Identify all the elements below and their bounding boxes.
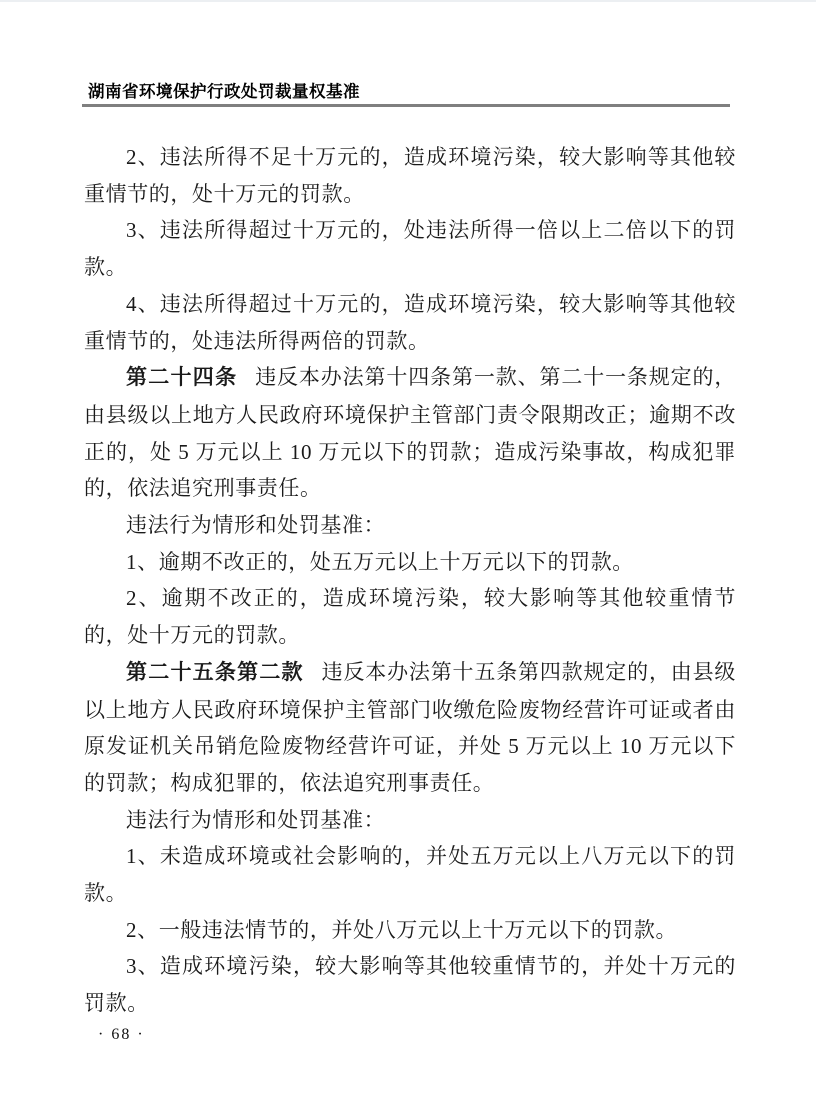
paragraph	[84, 507, 736, 544]
paragraph-lead: 第二十五条第二款	[126, 660, 304, 684]
paragraph	[84, 359, 736, 507]
paragraph-text: 违法行为情形和处罚基准：	[126, 807, 386, 832]
page-header-title: 湖南省环境保护行政处罚裁量权基准	[88, 83, 360, 101]
paragraph-text: 2、违法所得不足十万元的，造成环境污染，较大影响等其他较重情节的，处十万元的罚款。	[84, 145, 736, 206]
paragraph	[84, 912, 736, 949]
paragraph	[84, 802, 736, 839]
paragraph	[84, 139, 736, 212]
paragraph-text: 3、造成环境污染，较大影响等其他较重情节的，并处十万元的罚款。	[84, 954, 736, 1016]
paragraph-text: 违反本办法第十五条第四款规定的，由县级以上地方人民政府环境保护主管部门收缴危险废物经营许可证或者由原发证机关吊销危险废物经营许可证，并处 5 万元以上 10 万元以下的罚款；构成犯罪的，依法追究刑事责任。	[84, 659, 737, 795]
paragraph	[84, 286, 736, 359]
page-number: · 68 ·	[98, 1026, 145, 1043]
paragraph	[84, 212, 736, 285]
header-rule	[82, 104, 730, 107]
paragraph-text: 违反本办法第十四条第一款、第二十一条规定的，由县级以上地方人民政府环境保护主管部门责令限期改正；逾期不改正的，处 5 万元以上 10 万元以下的罚款；造成污染事故，构成犯罪的，依法追究刑事责任。	[84, 365, 737, 501]
document-body	[84, 139, 736, 1022]
paragraph	[84, 948, 736, 1021]
paragraph	[84, 654, 736, 802]
paragraph	[84, 544, 736, 581]
paragraph-text: 2、逾期不改正的，造成环境污染，较大影响等其他较重情节的，处十万元的罚款。	[84, 586, 736, 648]
paragraph-text: 2、一般违法情节的，并处八万元以上十万元以下的罚款。	[126, 917, 678, 942]
paragraph-text: 1、逾期不改正的，处五万元以上十万元以下的罚款。	[126, 549, 634, 574]
paragraph	[84, 580, 736, 653]
paragraph-text: 违法行为情形和处罚基准：	[126, 513, 386, 538]
paragraph-text: 1、未造成环境或社会影响的，并处五万元以上八万元以下的罚款。	[84, 844, 736, 906]
paragraph-text: 3、违法所得超过十万元的，处违法所得一倍以上二倍以下的罚款。	[84, 218, 736, 280]
paragraph-text: 4、违法所得超过十万元的，造成环境污染，较大影响等其他较重情节的，处违法所得两倍的罚款。	[84, 291, 736, 353]
paragraph-lead: 第二十四条	[126, 366, 238, 390]
paragraph	[84, 838, 736, 911]
